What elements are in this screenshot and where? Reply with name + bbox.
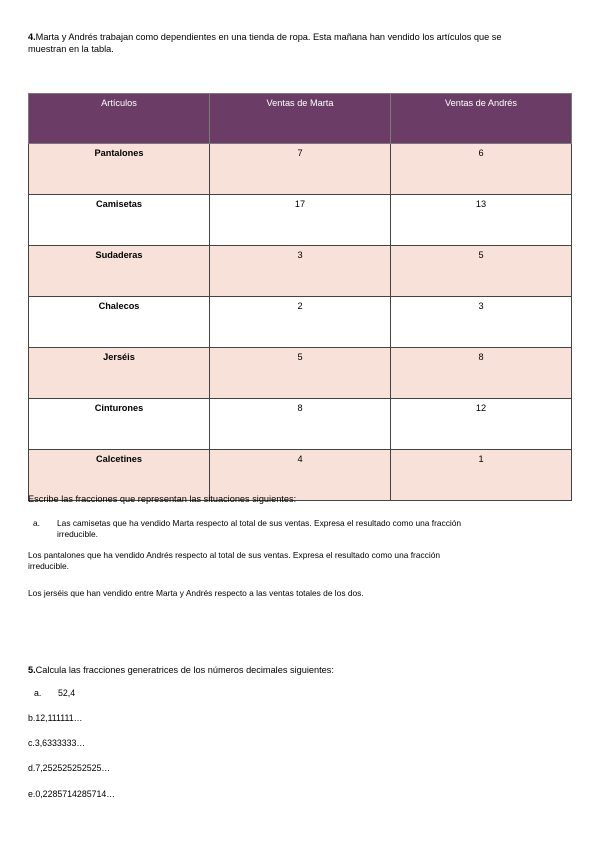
decimal-value: 3,6333333… <box>34 738 86 748</box>
table-row <box>29 399 572 450</box>
decimal-value: 0,2285714285714… <box>35 789 116 799</box>
marta-cell: 4 <box>210 450 391 501</box>
table-row <box>29 144 572 195</box>
question-b-line2: irreducible. <box>28 560 69 571</box>
fractions-instructions: Escribe las fracciones que representan las situaciones siguientes: <box>28 494 297 504</box>
decimal-label: d. <box>28 763 36 773</box>
question-b <box>28 550 548 571</box>
decimal-value: 52,4 <box>58 688 76 698</box>
item-cell: Pantalones <box>29 144 210 195</box>
item-cell: Chalecos <box>29 297 210 348</box>
question-a-label: a. <box>33 518 40 528</box>
andres-cell: 6 <box>391 144 572 195</box>
decimal-value: 7,252525252525… <box>35 763 111 773</box>
table-row <box>29 297 572 348</box>
decimal-label: a. <box>34 688 42 698</box>
decimal-item-b <box>28 713 82 723</box>
decimal-item-d <box>28 763 110 773</box>
table-row <box>29 348 572 399</box>
marta-cell: 7 <box>210 144 391 195</box>
header-ventas-andres: Ventas de Andrés <box>391 94 572 144</box>
decimal-value: 12,111111… <box>35 713 83 723</box>
andres-cell: 3 <box>391 297 572 348</box>
andres-cell: 1 <box>391 450 572 501</box>
decimal-label: e. <box>28 789 36 799</box>
sales-table <box>28 93 572 501</box>
exercise-4-intro-line1: Marta y Andrés trabajan como dependientes en una tienda de ropa. Esta mañana han vendido los artículos que se <box>35 32 502 42</box>
table-row <box>29 450 572 501</box>
item-cell: Sudaderas <box>29 246 210 297</box>
question-a-line1: Las camisetas que ha vendido Marta respecto al total de sus ventas. Expresa el resultado como una fracción <box>57 518 462 528</box>
andres-cell: 8 <box>391 348 572 399</box>
item-cell: Calcetines <box>29 450 210 501</box>
item-cell: Camisetas <box>29 195 210 246</box>
question-a-line2: irreducible. <box>57 528 98 539</box>
table-header-row <box>29 94 572 144</box>
andres-cell: 5 <box>391 246 572 297</box>
header-articulos: Artículos <box>29 94 210 144</box>
table-row <box>29 195 572 246</box>
decimal-label: c. <box>28 738 35 748</box>
decimal-item-e <box>28 789 115 799</box>
exercise-4-intro <box>28 32 558 55</box>
andres-cell: 12 <box>391 399 572 450</box>
question-b-line1: Los pantalones que ha vendido Andrés respecto al total de sus ventas. Expresa el resultado como una fracción <box>28 550 441 560</box>
marta-cell: 3 <box>210 246 391 297</box>
exercise-5-number: 5. <box>28 665 36 675</box>
decimal-item-a <box>28 688 75 698</box>
header-ventas-marta: Ventas de Marta <box>210 94 391 144</box>
exercise-4-number: 4. <box>28 32 36 42</box>
exercise-5-text: Calcula las fracciones generatrices de los números decimales siguientes: <box>35 665 334 675</box>
exercise-4-intro-line2: muestran en la tabla. <box>28 43 114 54</box>
marta-cell: 5 <box>210 348 391 399</box>
andres-cell: 13 <box>391 195 572 246</box>
marta-cell: 2 <box>210 297 391 348</box>
item-cell: Jerséis <box>29 348 210 399</box>
item-cell: Cinturones <box>29 399 210 450</box>
question-a <box>28 518 548 539</box>
decimal-label: b. <box>28 713 36 723</box>
table-row <box>29 246 572 297</box>
exercise-5-heading <box>28 665 334 675</box>
marta-cell: 8 <box>210 399 391 450</box>
question-c: Los jerséis que han vendido entre Marta y Andrés respecto a las ventas totales de los dos. <box>28 588 364 598</box>
decimal-item-c <box>28 738 85 748</box>
marta-cell: 17 <box>210 195 391 246</box>
